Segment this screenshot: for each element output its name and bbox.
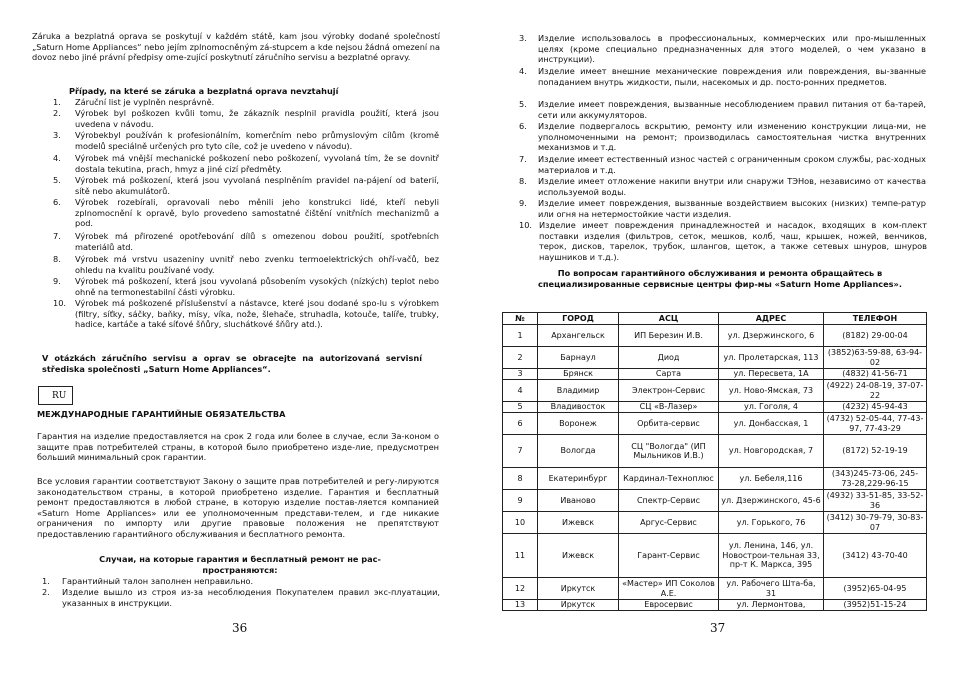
- list-number: 6.: [53, 197, 61, 207]
- table-cell: (3952)65-04-95: [824, 578, 927, 600]
- table-cell: ул. Гоголя, 4: [719, 402, 824, 413]
- cz-service-contact: V otázkách záručního servisu a oprav se obracejte na autorizovaná servisní střediska společnosti „Saturn Home Appliances“.: [42, 353, 422, 374]
- table-cell: 10: [503, 512, 538, 534]
- ru-warranty-paragraph: Гарантия на изделие предоставляется на срок 2 года или более в случае, если За-коном о защите прав потребителей страны, в которой было приобретено изде-лие, предусмотрен больший минимальный срок гарантии.: [37, 431, 439, 463]
- table-cell: Орбита-сервис: [619, 413, 719, 435]
- column-header: АСЦ: [619, 313, 719, 325]
- table-row: [503, 435, 927, 468]
- table-cell: (4732) 52-05-44, 77-43-97, 77-43-29: [824, 413, 927, 435]
- table-cell: 8: [503, 468, 538, 490]
- table-cell: Иркутск: [538, 578, 619, 600]
- list-number: 5.: [53, 175, 61, 185]
- list-item: Изделие имеет повреждения принадлежностей и насадок, входящих в ком-плект поставки изделия (фильтров, сеток, мешков, колб, чаш, крышек, ножей, венчиков, терок, дисков, тарелок, трубок, шлангов, щеток, а также сетевых шнуров, шнуров наушников и т.д.).: [539, 220, 927, 262]
- table-header-row: [503, 313, 927, 325]
- table-row: [503, 534, 927, 578]
- list-item: Výrobek rozebírali, opravovali nebo měnili jeho konstrukci lidé, kteří nebyli zplnomocnění k opravě, bylo provedeno samostatné čištění vnitřních mechanizmů a pod.: [75, 197, 439, 229]
- table-cell: ул. Бебеля,116: [719, 468, 824, 490]
- list-item: Záruční list je vyplněn nesprávně.: [75, 97, 215, 107]
- table-cell: Брянск: [538, 369, 619, 380]
- list-item: Изделие подвергалось вскрытию, ремонту или изменению конструкции лица-ми, не уполномоченными на ремонт; производилась самостоятельная чистка внутренних механизмов и т.д.: [538, 121, 926, 153]
- table-cell: (3952)51-15-24: [824, 600, 927, 611]
- service-centers-heading: По вопросам гарантийного обслуживания и ремонта обращайтесь в специализированные сервисные центры фир-мы «Saturn Home Appliances».: [538, 268, 902, 289]
- table-cell: 13: [503, 600, 538, 611]
- table-row: [503, 490, 927, 512]
- table-cell: Воронеж: [538, 413, 619, 435]
- list-item: Гарантийный талон заполнен неправильно.: [62, 576, 254, 586]
- table-cell: ул. Дзержинского, 45-6: [719, 490, 824, 512]
- table-cell: Электрон-Сервис: [619, 380, 719, 402]
- table-cell: (4922) 24-08-19, 37-07-22: [824, 380, 927, 402]
- list-number: 1.: [53, 97, 61, 107]
- table-cell: 4: [503, 380, 538, 402]
- table-row: [503, 413, 927, 435]
- column-header: №: [503, 313, 538, 325]
- list-number: 4.: [519, 66, 527, 76]
- list-number: 3.: [53, 130, 61, 140]
- table-cell: 11: [503, 534, 538, 578]
- list-number: 8.: [519, 176, 527, 186]
- list-item: Изделие имеет повреждения, вызванные несоблюдением правил питания от ба-тарей, сети или аккумуляторов.: [538, 99, 926, 120]
- table-cell: ул. Лермонтова,: [719, 600, 824, 611]
- table-cell: Екатеринбург: [538, 468, 619, 490]
- table-cell: Сарта: [619, 369, 719, 380]
- table-row: [503, 468, 927, 490]
- table-cell: 5: [503, 402, 538, 413]
- table-cell: Ижевск: [538, 512, 619, 534]
- table-row: [503, 325, 927, 347]
- table-cell: (3852)63-59-88, 63-94-02: [824, 347, 927, 369]
- table-cell: Владимир: [538, 380, 619, 402]
- table-cell: ул. Горького, 76: [719, 512, 824, 534]
- service-centers-table: [502, 312, 927, 611]
- table-cell: 3: [503, 369, 538, 380]
- list-number: 5.: [519, 99, 527, 109]
- list-number: 4.: [53, 153, 61, 163]
- list-item: Výrobek má vnější mechanické poškození nebo poškození, vyvolaná tím, že se dovnitř dostala tekutina, prach, hmyz a jiné cizí předměty.: [75, 153, 439, 174]
- table-cell: ул. Донбасская, 1: [719, 413, 824, 435]
- table-cell: 1: [503, 325, 538, 347]
- table-cell: ул. Дзержинского, 6: [719, 325, 824, 347]
- ru-cases-heading: Случаи, на которые гарантия и бесплатный ремонт не рас-пространяются:: [99, 554, 381, 575]
- list-item: Výrobek má poškození, která jsou vyvolaná působením vysokých (nízkých) teplot nebo ohně na termonestabilní části výrobku.: [75, 276, 439, 297]
- ru-section-heading: МЕЖДУНАРОДНЫЕ ГАРАНТИЙНЫЕ ОБЯЗАТЕЛЬСТВА: [37, 409, 286, 419]
- list-number: 3.: [519, 33, 527, 43]
- table-cell: Ижевск: [538, 534, 619, 578]
- list-item: Изделие имеет естественный износ частей с ограниченным сроком службы, рас-ходных материалов и т.д.: [538, 154, 926, 175]
- list-item: Изделие имеет отложение накипи внутри или снаружи ТЭНов, независимо от качества используемой воды.: [538, 176, 926, 197]
- cz-intro-paragraph: Záruka a bezplatná oprava se poskytují v každém státě, kam jsou výrobky dodané společností „Saturn Home Appliances“ nebo jejím zplnomocněným zá-stupcem a kde nejsou žádná omezení na dovoz nebo jiné právní předpisy ome-zující poskytnutí záručního servisu a bezplatné opravy.: [32, 31, 440, 63]
- list-item: Výrobek má přirozené opotřebování dílů s omezenou dobou použití, spotřebních materiálů atd.: [75, 231, 439, 252]
- table-row: [503, 347, 927, 369]
- table-row: [503, 380, 927, 402]
- list-number: 10.: [519, 220, 533, 230]
- table-cell: (4932) 33-51-85, 33-52-36: [824, 490, 927, 512]
- list-number: 9.: [53, 276, 61, 286]
- table-cell: (3412) 43-70-40: [824, 534, 927, 578]
- table-cell: (3412) 30-79-79, 30-83-07: [824, 512, 927, 534]
- table-cell: (343)245-73-06, 245-73-28,229-96-15: [824, 468, 927, 490]
- table-cell: ИП Березин И.В.: [619, 325, 719, 347]
- table-cell: ул. Ленина, 146, ул. Новострои-тельная 33, пр-т К. Маркса, 395: [719, 534, 824, 578]
- table-cell: ул. Новгородская, 7: [719, 435, 824, 468]
- table-cell: Владивосток: [538, 402, 619, 413]
- table-cell: 7: [503, 435, 538, 468]
- list-number: 7.: [519, 154, 527, 164]
- table-row: [503, 512, 927, 534]
- column-header: ТЕЛЕФОН: [824, 313, 927, 325]
- table-row: [503, 402, 927, 413]
- table-cell: Диод: [619, 347, 719, 369]
- list-item: Изделие имеет внешние механические повреждения или повреждения, вы-званные попаданием внутрь жидкости, пыли, насекомых и др. посто-ронних предметов.: [538, 66, 926, 87]
- table-cell: 12: [503, 578, 538, 600]
- page-number: 37: [710, 621, 726, 635]
- list-number: 1.: [42, 576, 50, 586]
- list-number: 10.: [53, 298, 67, 308]
- list-item: Výrobek má vrstvu usazeniny uvnitř nebo zvenku termoelektrických ohří-vačů, bez ohledu na kvalitu používané vody.: [75, 254, 439, 275]
- table-cell: ул. Пролетарская, 113: [719, 347, 824, 369]
- list-item: Výrobek má poškozené příslušenství a nástavce, které jsou dodané spo-lu s výrobkem (filtry, síťky, sáčky, baňky, mísy, víka, nože, šlehače, struhadla, kotouče, talíře, trubky, hadice, kartáče a také síťové šňůry, sluchátkové šňůry atd.).: [75, 298, 439, 330]
- list-item: Výrobek má poškození, která jsou vyvolaná nesplněním pravidel na-pájení od baterií, sítě nebo akumulátorů.: [75, 175, 439, 196]
- table-cell: 9: [503, 490, 538, 512]
- table-cell: Барнаул: [538, 347, 619, 369]
- table-cell: СЦ "Вологда" (ИП Мыльников И.В.): [619, 435, 719, 468]
- table-cell: Вологда: [538, 435, 619, 468]
- list-number: 2.: [42, 587, 50, 597]
- table-row: [503, 369, 927, 380]
- table-cell: (4832) 41-56-71: [824, 369, 927, 380]
- list-number: 6.: [519, 121, 527, 131]
- cz-exclusions-heading: Případy, na které se záruka a bezplatná oprava nevztahují: [69, 86, 339, 96]
- page-number: 36: [232, 621, 248, 635]
- list-item: Изделие имеет повреждения, вызванные воздействием высоких (низких) темпе-ратур или огня на нетермостойкие части изделия.: [538, 198, 926, 219]
- table-cell: Иркутск: [538, 600, 619, 611]
- table-cell: 2: [503, 347, 538, 369]
- table-cell: Гарант-Сервис: [619, 534, 719, 578]
- table-cell: Иваново: [538, 490, 619, 512]
- table-cell: 6: [503, 413, 538, 435]
- table-cell: ул. Ново-Ямская, 73: [719, 380, 824, 402]
- table-cell: Архангельск: [538, 325, 619, 347]
- table-cell: «Мастер» ИП Соколов А.Е.: [619, 578, 719, 600]
- table-cell: (8172) 52-19-19: [824, 435, 927, 468]
- table-cell: ул. Рабочего Шта-ба, 31: [719, 578, 824, 600]
- list-number: 7.: [53, 231, 61, 241]
- list-item: Výrobek byl poškozen kvůli tomu, že zákazník nesplnil pravidla použití, která jsou uvedena v návodu.: [75, 108, 439, 129]
- list-number: 2.: [53, 108, 61, 118]
- column-header: АДРЕС: [719, 313, 824, 325]
- table-cell: Аргус-Сервис: [619, 512, 719, 534]
- list-item: Изделие вышло из строя из-за несоблюдения Покупателем правил экс-плуатации, указанных в инструкции.: [62, 587, 440, 608]
- table-cell: СЦ «В-Лазер»: [619, 402, 719, 413]
- list-number: 9.: [519, 198, 527, 208]
- table-row: [503, 578, 927, 600]
- list-item: Изделие использовалось в профессиональных, коммерческих или про-мышленных целях (кроме специально предназначенных для этого моделей, о чем указано в инструкции).: [538, 33, 926, 65]
- list-item: Výrobekbyl používán k profesionálním, komerčním nebo průmyslovým cílům (kromě modelů speciálně určených pro tyto cíle, což je uvedeno v návodu).: [75, 130, 439, 151]
- table-cell: ул. Пересвета, 1А: [719, 369, 824, 380]
- table-cell: (4232) 45-94-43: [824, 402, 927, 413]
- table-cell: Кардинал-Техноплюс: [619, 468, 719, 490]
- list-number: 8.: [53, 254, 61, 264]
- table-cell: Спектр-Сервис: [619, 490, 719, 512]
- table-cell: (8182) 29-00-04: [824, 325, 927, 347]
- column-header: ГОРОД: [538, 313, 619, 325]
- table-cell: Евросервис: [619, 600, 719, 611]
- table-row: [503, 600, 927, 611]
- ru-conditions-paragraph: Все условия гарантии соответствуют Закону о защите прав потребителей и регу-лируются законодательством страны, в которой приобретено изделие. Гарантия и бесплатный ремонт предоставляются в любой стране, в которую изделие постав-ляется компанией «Saturn Home Appliances» или ее уполномоченным представи-телем, и где никакие ограничения по импорту или другие правовые положения не препятствуют предоставлению гарантийного обслуживания и бесплатного ремонта.: [37, 476, 439, 539]
- language-tag: RU: [38, 386, 73, 405]
